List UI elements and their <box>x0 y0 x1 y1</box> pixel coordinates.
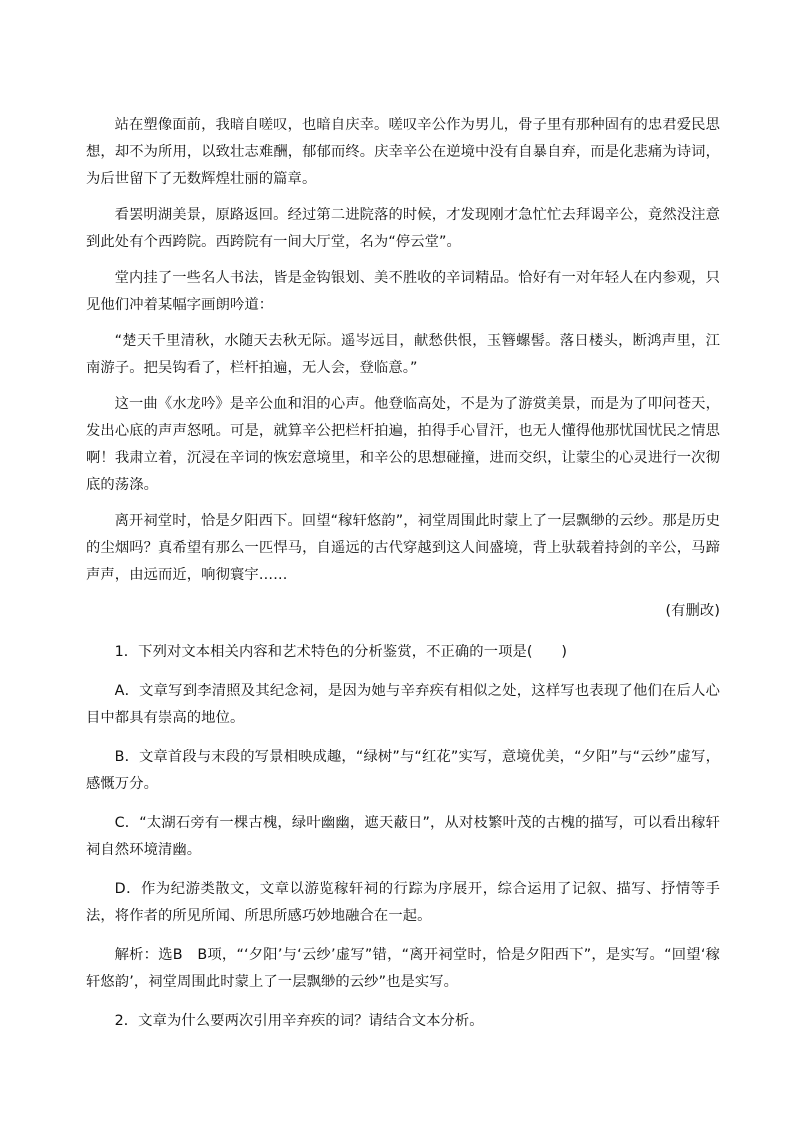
poem-quote: “楚天千里清秋，水随天去秋无际。遥岑远目，献愁供恨，玉簪螺髻。落日楼头，断鸿声里，江南游子。把吴钩看了，栏杆拍遍，无人会，登临意。” <box>86 333 720 376</box>
question-1-analysis: 解析：选B B项，“‘夕阳’与‘云纱’虚写”错，“离开祠堂时，恰是夕阳西下”，是实写。“回望‘稼轩悠韵’，祠堂周围此时蒙上了一层飘缈的云纱”也是实写。 <box>86 947 720 990</box>
article-paragraph-1: 站在塑像面前，我暗自嗟叹，也暗自庆幸。嗟叹辛公作为男儿，骨子里有那种固有的忠君爱民思想，却不为所用，以致壮志难酬，郁郁而终。庆幸辛公在逆境中没有自暴自弃，而是化悲痛为诗词，为后世留下了无数辉煌壮丽的篇章。 <box>86 117 720 187</box>
question-1-option-d: D．作为纪游类散文，文章以游览稼轩祠的行踪为序展开，综合运用了记叙、描写、抒情等手法，将作者的所见所闻、所思所感巧妙地融合在一起。 <box>86 881 720 924</box>
question-1-option-b: B．文章首段与末段的写景相映成趣，“绿树”与“红花”实写，意境优美，“夕阳”与“云纱”虚写，感慨万分。 <box>86 749 720 792</box>
question-1-option-a: A．文章写到李清照及其纪念祠，是因为她与辛弃疾有相似之处，这样写也表现了他们在后人心目中都具有崇高的地位。 <box>86 683 720 726</box>
document-content <box>86 112 720 1035</box>
question-1-stem: 1．下列对文本相关内容和艺术特色的分析鉴赏，不正确的一项是( ) <box>114 644 568 660</box>
question-1-option-c: C．“太湖石旁有一棵古槐，绿叶幽幽，遮天蔽日”，从对枝繁叶茂的古槐的描写，可以看出稼轩祠自然环境清幽。 <box>86 815 720 858</box>
article-paragraph-3: 堂内挂了一些名人书法，皆是金钩银划、美不胜收的辛词精品。恰好有一对年轻人在内参观，只见他们冲着某幅字画朗吟道： <box>86 270 720 313</box>
article-paragraph-6: 离开祠堂时，恰是夕阳西下。回望“稼轩悠韵”，祠堂周围此时蒙上了一层飘缈的云纱。那是历史的尘烟吗？真希望有那么一匹悍马，自遥远的古代穿越到这人间盛境，背上驮载着持剑的辛公，马蹄声声，由远而近，响彻寰宇…… <box>86 513 720 583</box>
question-2-stem: 2．文章为什么要两次引用辛弃疾的词？请结合文本分析。 <box>114 1013 484 1029</box>
article-paragraph-5: 这一曲《水龙吟》是辛公血和泪的心声。他登临高处，不是为了游赏美景，而是为了叩问苍天，发出心底的声声怒吼。可是，就算辛公把栏杆拍遍，拍得手心冒汗，也无人懂得他那忧国忧民之情思啊！我肃立着，沉浸在辛词的恢宏意境里，和辛公的思想碰撞，进而交织，让蒙尘的心灵进行一次彻底的荡涤。 <box>86 396 720 493</box>
article-paragraph-2: 看罢明湖美景，原路返回。经过第二进院落的时候，才发现刚才急忙忙去拜谒辛公，竟然没注意到此处有个西跨院。西跨院有一间大厅堂，名为“停云堂”。 <box>86 207 720 250</box>
source-note: (有删改) <box>665 603 720 619</box>
